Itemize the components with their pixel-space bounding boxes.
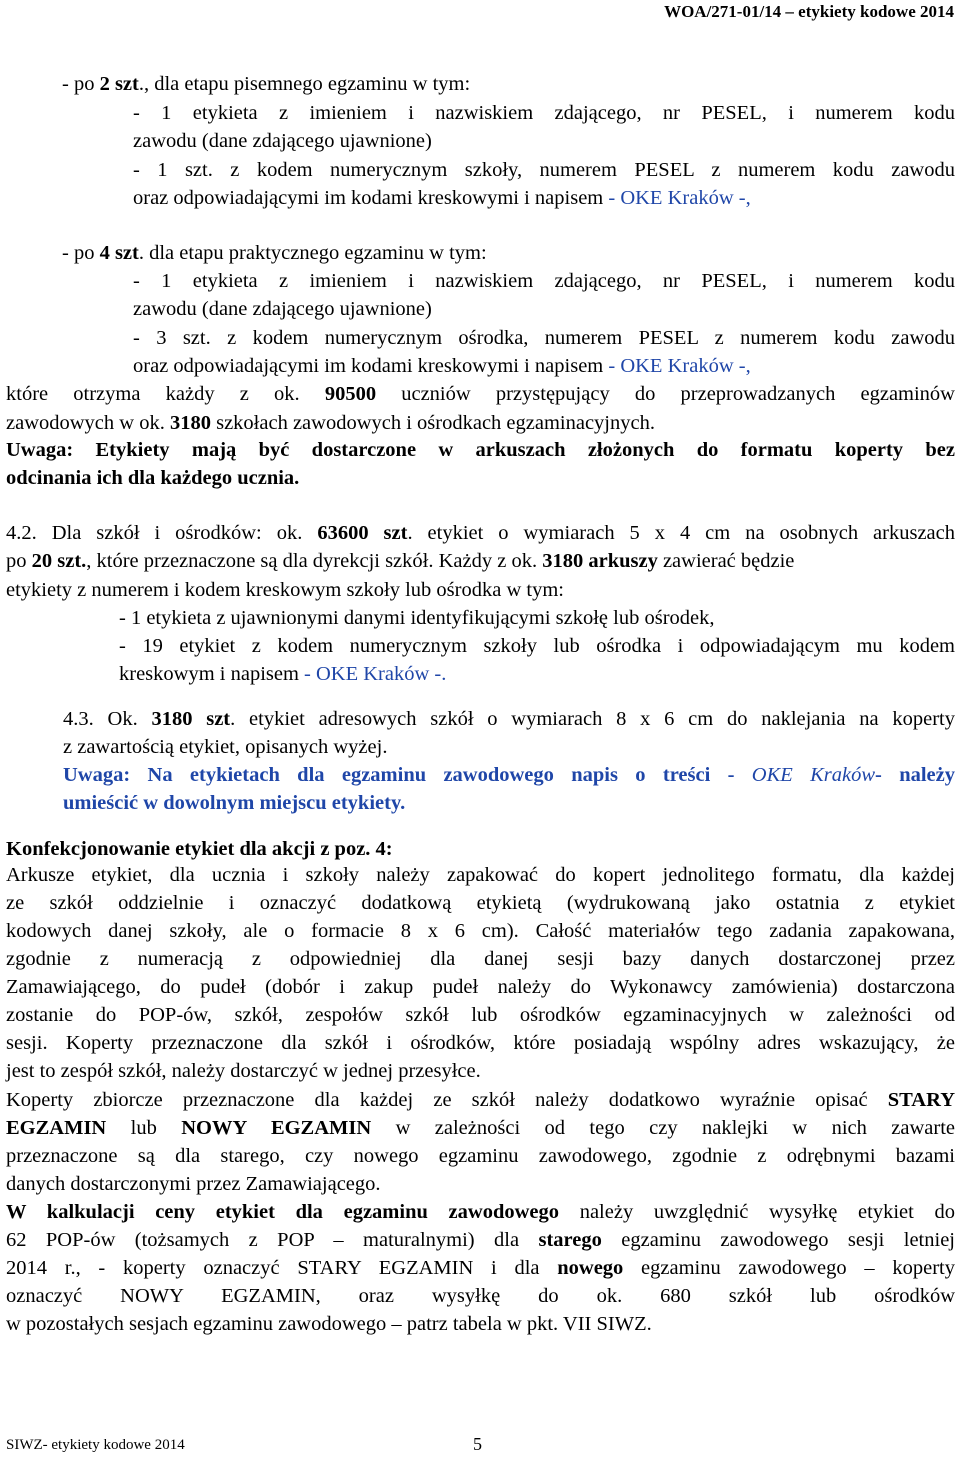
konf-p2-line-2: EGZAMIN lub NOWY EGZAMIN w zależności od tego czy naklejki w nich zawarte <box>6 1117 956 1139</box>
s42-line-6: kreskowym i napisem - OKE Kraków -. <box>119 663 447 685</box>
s42-line-1: 4.2. Dla szkół i ośrodków: ok. 63600 szt. etykiet o wymiarach 5 x 4 cm na osobnych arkuszach <box>6 522 956 544</box>
s2-line-1: - po 4 szt. dla etapu praktycznego egzaminu w tym: <box>62 242 487 264</box>
s43-warning-1: Uwaga: Na etykietach dla egzaminu zawodowego napis o treści - OKE Kraków- należy <box>63 764 955 786</box>
konf-p1-line-3: kodowych danej szkoły, ale o formacie 8 x 6 cm). Całość materiałów tego zadania zapakowana, <box>6 920 955 942</box>
s2-line-3: zawodu (dane zdającego ujawnione) <box>133 298 432 320</box>
konf-p1-line-4: zgodnie z numeracją z odpowiedniej dla danej sesji bazy danych dostarczonej przez <box>6 948 955 970</box>
konf-p1-line-6: zostanie do POP-ów, szkół, zespołów szkół lub ośrodków egzaminacyjnych w zależności od <box>6 1004 955 1026</box>
konf-p1-line-5: Zamawiającego, do pudeł (dobór i zakup pudeł należy do Wykonawcy zamówienia) dostarczona <box>6 976 955 998</box>
s2-line-2: - 1 etykieta z imieniem i nazwiskiem zdającego, nr PESEL, i numerem kodu <box>133 270 955 292</box>
footer-doc-name: SIWZ- etykiety kodowe 2014 <box>6 1437 185 1453</box>
konf-p3-line-2: 62 POP-ów (tożsamych z POP – maturalnymi) dla starego egzaminu zawodowego sesji letniej <box>6 1229 955 1251</box>
konf-p1-line-2: ze szkół oddzielnie i oznaczyć dodatkową etykietą (wydrukowaną jako ostatnia z etykiet <box>6 892 955 914</box>
konf-p2-line-4: danych dostarczonymi przez Zamawiającego. <box>6 1173 381 1195</box>
s2-line-4: - 3 szt. z kodem numerycznym ośrodka, numerem PESEL z numerem kodu zawodu <box>133 327 955 349</box>
s2-line-6: które otrzyma każdy z ok. 90500 uczniów przystępujący do przeprowadzanych egzaminów <box>6 383 955 405</box>
s42-line-5: - 19 etykiet z kodem numerycznym szkoły lub ośrodka i odpowiadającym mu kodem <box>119 635 955 657</box>
s42-line-4: - 1 etykieta z ujawnionymi danymi identyfikującymi szkołę lub ośrodek, <box>119 607 715 629</box>
s2-line-7: zawodowych w ok. 3180 szkołach zawodowych i ośrodkach egzaminacyjnych. <box>6 412 655 434</box>
s2-warning-1: Uwaga: Etykiety mają być dostarczone w arkuszach złożonych do formatu koperty bez <box>6 439 955 461</box>
header-doc-ref: WOA/271-01/14 – etykiety kodowe 2014 <box>664 2 954 21</box>
konf-heading: Konfekcjonowanie etykiet dla akcji z poz. 4: <box>6 838 393 860</box>
s1-line-1: - po 2 szt., dla etapu pisemnego egzaminu w tym: <box>62 73 471 95</box>
konf-p3-line-4: oznaczyć NOWY EGZAMIN, oraz wysyłkę do ok. 680 szkół lub ośrodków <box>6 1285 955 1307</box>
konf-p2-line-1: Koperty zbiorcze przeznaczone dla każdej ze szkół należy dodatkowo wyraźnie opisać STARY <box>6 1089 955 1111</box>
konf-p1-line-7: sesji. Koperty przeznaczone dla szkół i ośrodków, które posiadają wspólny adres wskazujący, że <box>6 1032 955 1054</box>
s43-line-1: 4.3. Ok. 3180 szt. etykiet adresowych szkół o wymiarach 8 x 6 cm do naklejania na koperty <box>63 708 955 730</box>
footer-page-number: 5 <box>473 1434 482 1454</box>
konf-p1-line-8: jest to zespół szkół, należy dostarczyć w jednej przesyłce. <box>6 1060 481 1082</box>
s2-line-5: oraz odpowiadającymi im kodami kreskowymi i napisem - OKE Kraków -, <box>133 355 751 377</box>
s1-line-3: zawodu (dane zdającego ujawnione) <box>133 130 432 152</box>
s43-line-2: z zawartością etykiet, opisanych wyżej. <box>63 736 388 758</box>
konf-p3-line-1: W kalkulacji ceny etykiet dla egzaminu zawodowego należy uwzględnić wysyłkę etykiet do <box>6 1201 956 1223</box>
s42-line-3: etykiety z numerem i kodem kreskowym szkoły lub ośrodka w tym: <box>6 579 564 601</box>
konf-p1-line-1: Arkusze etykiet, dla ucznia i szkoły należy zapakować do kopert jednolitego formatu, dla każdej <box>6 864 955 886</box>
s1-line-5: oraz odpowiadającymi im kodami kreskowymi i napisem - OKE Kraków -, <box>133 187 751 209</box>
s42-line-2: po 20 szt., które przeznaczone są dla dyrekcji szkół. Każdy z ok. 3180 arkuszy zawierać będzie <box>6 550 795 572</box>
konf-p3-line-5: w pozostałych sesjach egzaminu zawodowego – patrz tabela w pkt. VII SIWZ. <box>6 1313 652 1335</box>
konf-p3-line-3: 2014 r., - koperty oznaczyć STARY EGZAMIN i dla nowego egzaminu zawodowego – koperty <box>6 1257 955 1279</box>
s1-line-4: - 1 szt. z kodem numerycznym szkoły, numerem PESEL z numerem kodu zawodu <box>133 159 955 181</box>
konf-p2-line-3: przeznaczone są dla starego, czy nowego egzaminu zawodowego, zgodnie z odrębnymi bazami <box>6 1145 955 1167</box>
s2-warning-2: odcinania ich dla każdego ucznia. <box>6 467 300 489</box>
s1-line-2: - 1 etykieta z imieniem i nazwiskiem zdającego, nr PESEL, i numerem kodu <box>133 102 955 124</box>
s43-warning-2: umieścić w dowolnym miejscu etykiety. <box>63 792 406 814</box>
